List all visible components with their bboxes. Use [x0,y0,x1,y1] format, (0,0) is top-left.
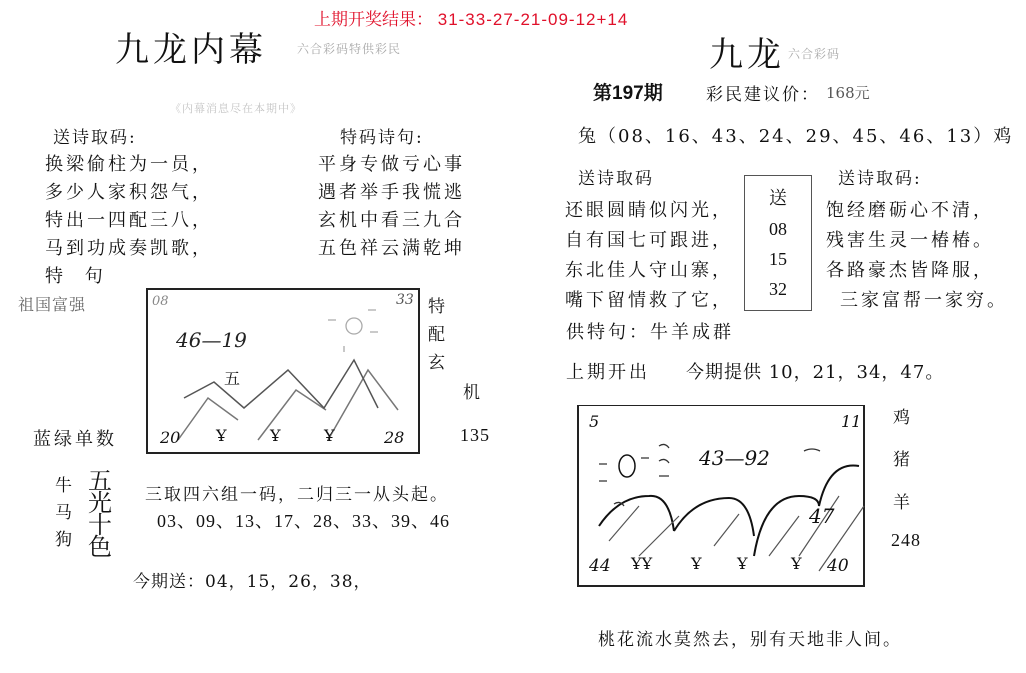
send-box [744,175,812,311]
side-ji: 机 [463,383,482,403]
poem-line: 多少人家积怨气， [45,182,213,203]
poem-left-line: 嘴下留情救了它， [565,290,733,311]
left-title: 九龙内幕 [115,30,267,70]
five-light-char: 五 [88,467,112,495]
blue-green-label: 蓝绿单数 [33,429,117,450]
grass-icon: Ұ [216,426,227,445]
right-sketch-formula: 43—92 [699,446,770,470]
right-title: 九龙 [709,35,785,75]
mountain-sketch-icon [148,290,422,456]
side-num: 135 [460,425,490,445]
rule-text: 三取四六组一码，二归三一从头起。 [145,485,449,505]
left-sketch-top-right: 33 [396,292,414,308]
side-char: 特 [428,297,447,317]
te-poem-line: 玄机中看三九合 [318,210,465,231]
today-send: 今期送：04，15，26，38， [133,572,372,592]
poem-left-line: 还眼圆睛似闪光， [565,200,733,221]
poem-line: 换梁偷柱为一员， [45,154,213,175]
right-subtitle: 六合彩码 [788,47,841,61]
five-light-column [88,467,112,561]
zodiac-item: 马 [55,503,72,523]
right-sketch-bottom-right: 40 [827,556,849,576]
hills-sketch-icon [579,406,867,588]
last-result-label: 上期开奖结果： [314,10,433,29]
left-sketch-bottom-right: 28 [384,428,405,447]
te-poem-line: 遇者举手我慌逃 [318,182,465,203]
right-sketch-mid-num: 47 [809,504,835,528]
price-label: 彩民建议价： [706,85,820,105]
poem-line: 特出一四配三八， [45,210,213,231]
special-text: 祖国富强 [18,295,87,314]
poem-right-line: 三家富帮一家穷。 [840,290,1008,311]
left-sketch-box [146,288,420,454]
left-subtitle: 六合彩码特供彩民 [297,42,402,56]
right-sketch-top-left: 5 [589,412,600,431]
send-box-number: 15 [769,249,787,269]
five-light-char: 光 [88,489,112,517]
last-open-label: 上期开出 [566,362,650,383]
poem-heading: 送诗取码: [53,128,137,148]
right-sketch-bottom-left: 44 [589,556,611,576]
grass-icon: Ұ [691,554,702,573]
special-label: 特 句 [45,266,111,287]
grass-icon: Ұ [324,426,335,445]
grass-icon: Ұ [737,554,748,573]
side-char: 配 [428,325,447,345]
left-sketch-center-char: 五 [224,369,241,388]
price-value: 168元 [826,84,870,102]
five-light-char: 十 [88,511,112,539]
right-sketch-box [577,405,865,587]
zodiac-item: 狗 [55,530,72,550]
poem-right-line: 残害生灵一椿椿。 [826,230,994,251]
grass-icon: Ұ [791,554,802,573]
te-poem-heading: 特码诗句: [340,128,424,148]
poem-left-heading: 送诗取码 [578,169,654,189]
poem-left-line: 自有国七可跟进， [565,230,733,251]
left-sketch-formula: 46—19 [176,328,247,352]
last-result-banner [314,5,628,30]
footer-poem: 桃花流水莫然去，别有天地非人间。 [598,630,902,650]
left-subline: 《内幕消息尽在本期中》 [170,102,302,115]
rule-numbers: 03、09、13、17、28、33、39、46 [157,511,450,531]
poem-right-line: 各路豪杰皆降服， [826,260,994,281]
te-poem-line: 平身专做亏心事 [318,154,465,175]
today-provide: 今期提供 10，21，34，47。 [686,362,945,383]
side-char: 羊 [893,493,912,513]
side-char: 玄 [428,353,447,373]
side-char: 猪 [893,450,912,470]
issue-number: 第197期 [593,83,663,104]
send-box-label: 送 [769,188,787,209]
special-line: 供特句：牛羊成群 [566,322,734,343]
zodiac-item: 牛 [55,476,72,496]
poem-left-line: 东北佳人守山寨， [565,260,733,281]
last-result-numbers: 31-33-27-21-09-12+14 [437,10,629,29]
send-box-number: 32 [769,279,787,299]
grass-icon: ҰҰ [631,554,653,573]
side-char: 鸡 [893,408,912,428]
zodiac-line: 兔（08、16、43、24、29、45、46、13）鸡 [578,126,1014,147]
send-box-number: 08 [769,219,787,239]
te-poem-line: 五色祥云满乾坤 [318,238,465,259]
side-num: 248 [891,530,921,550]
zodiac-column [55,473,72,554]
poem-right-heading: 送诗取码: [838,169,922,189]
poem-right-line: 饱经磨砺心不清， [826,200,994,221]
left-sketch-top-left: 08 [152,294,169,309]
left-sketch-bottom-left: 20 [160,428,181,447]
five-light-char: 色 [88,533,112,561]
right-sketch-top-right: 11 [841,412,862,431]
poem-line: 马到功成奏凯歌， [45,238,213,259]
grass-icon: Ұ [270,426,281,445]
